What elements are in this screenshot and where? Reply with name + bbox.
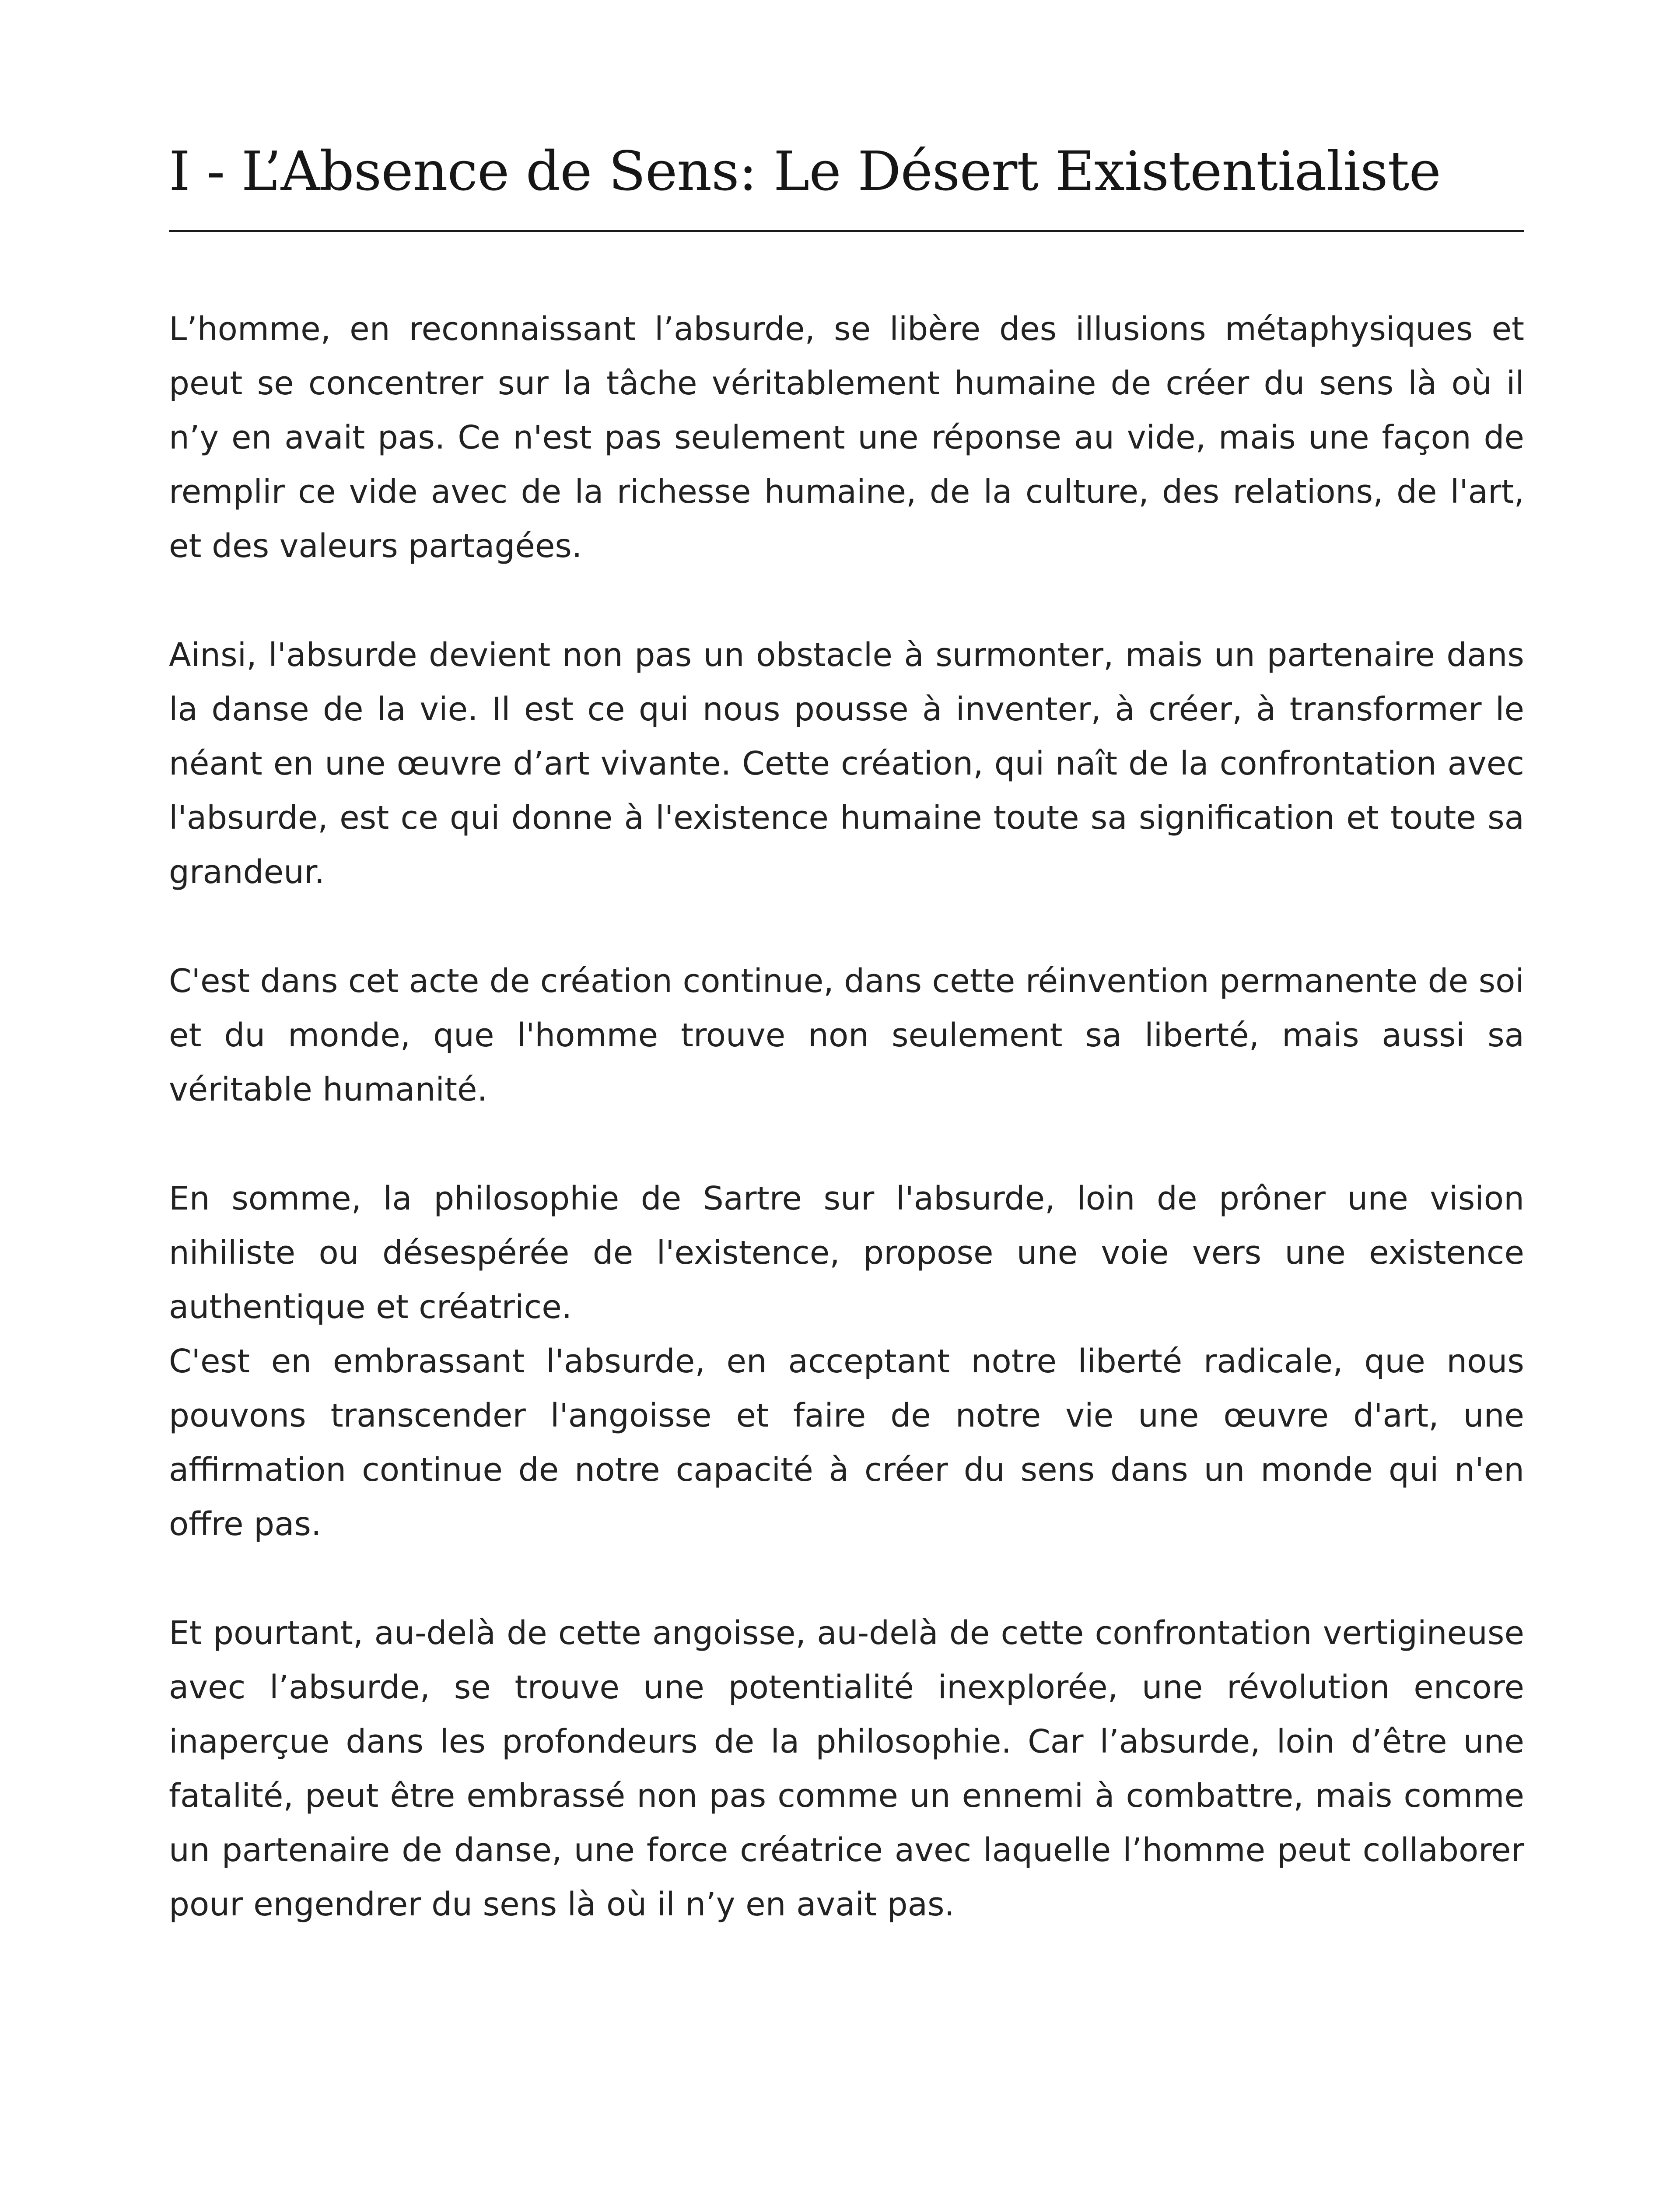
paragraph-5: Et pourtant, au-delà de cette angoisse, au-delà de cette confrontation vertigineuse avec l’absurde, se trouve une potentialité inexplorée, une révolution encore inaperçue dans les profondeurs de la philosophie. Car l’absurde, loin d’être une fatalité, peut être embrassé non pas comme un ennemi à combattre, mais comme un partenaire de danse, une force créatrice avec laquelle l’homme peut collaborer pour engendrer du sens là où il n’y en avait pas. (169, 1614, 1524, 1923)
paragraph-4-block (169, 1171, 1524, 1551)
paragraph-4a: En somme, la philosophie de Sartre sur l'absurde, loin de prôner une vision nihiliste ou désespérée de l'existence, propose une voie vers une existence authentique et créatrice. (169, 1180, 1524, 1326)
page-title: I - L’Absence de Sens: Le Désert Existentialiste (169, 140, 1441, 203)
paragraph-2: Ainsi, l'absurde devient non pas un obstacle à surmonter, mais un partenaire dans la danse de la vie. Il est ce qui nous pousse à inventer, à créer, à transformer le néant en une œuvre d’art vivante. Cette création, qui naît de la confrontation avec l'absurde, est ce qui donne à l'existence humaine toute sa signification et toute sa grandeur. (169, 636, 1524, 891)
paragraph-1: L’homme, en reconnaissant l’absurde, se libère des illusions métaphysiques et peut se concentrer sur la tâche véritablement humaine de créer du sens là où il n’y en avait pas. Ce n'est pas seulement une réponse au vide, mais une façon de remplir ce vide avec de la richesse humaine, de la culture, des relations, de l'art, et des valeurs partagées. (169, 310, 1524, 565)
header-divider (169, 230, 1524, 232)
paragraph-4b: C'est en embrassant l'absurde, en acceptant notre liberté radicale, que nous pouvons transcender l'angoisse et faire de notre vie une œuvre d'art, une affirmation continue de notre capacité à créer du sens dans un monde qui n'en offre pas. (169, 1343, 1524, 1543)
paragraph-3: C'est dans cet acte de création continue, dans cette réinvention permanente de soi et du monde, que l'homme trouve non seulement sa liberté, mais aussi sa véritable humanité. (169, 962, 1524, 1108)
